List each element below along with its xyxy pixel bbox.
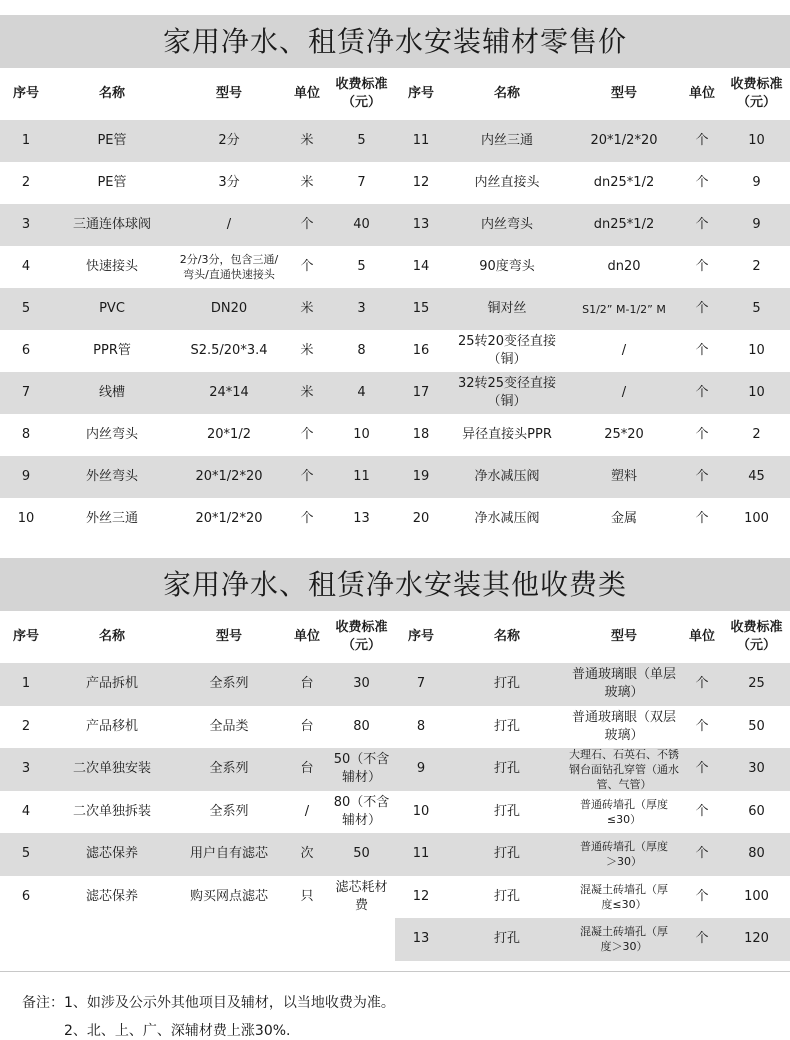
table-row [395, 663, 790, 706]
cell-price: 5 [752, 301, 761, 316]
cell-price: 3 [357, 301, 366, 316]
cell-name: 产品移机 [85, 718, 138, 734]
cell-price: 13 [353, 511, 370, 526]
table-row [0, 330, 395, 372]
cell-price: 5 [357, 133, 366, 148]
cell-name: 打孔 [493, 931, 520, 947]
cell-model: / [621, 385, 627, 400]
header-index: 序号 [12, 629, 39, 644]
cell-index: 12 [412, 175, 430, 190]
cell-unit: 个 [695, 385, 709, 400]
cell-price: 10 [353, 427, 370, 442]
cell-name: 净水减压阀 [474, 511, 540, 526]
cell-model: 大理石、石英石、不锈 钢台面钻孔穿管（通水 管、气管） [569, 747, 679, 791]
cell-price: 45 [748, 469, 765, 484]
table-row [395, 876, 790, 919]
cell-price: 40 [353, 217, 370, 232]
table-row [0, 498, 395, 540]
cell-name: 二次单独安装 [72, 761, 151, 777]
cell-unit: 个 [695, 427, 709, 442]
cell-index: 3 [21, 217, 31, 232]
cell-price: 2 [752, 427, 761, 442]
remark-line-1: 备注：1、如涉及公示外其他项目及辅材，以当地收费为准。 [22, 995, 395, 1011]
cell-index: 11 [412, 133, 430, 148]
cell-model: 20*1/2 [207, 427, 251, 442]
cell-index: 17 [412, 385, 430, 400]
cell-unit: 个 [695, 931, 709, 947]
cell-model: 全系列 [209, 676, 249, 692]
cell-index: 13 [412, 217, 430, 232]
cell-model: 2分 [218, 133, 240, 148]
cell-name: 外丝三通 [85, 511, 138, 526]
table-row [0, 748, 395, 791]
header-name: 名称 [98, 86, 125, 101]
cell-unit: 米 [300, 343, 314, 358]
cell-name: 90度弯头 [479, 259, 535, 274]
header-model: 型号 [215, 629, 242, 644]
header-unit: 单位 [688, 86, 715, 101]
cell-price: 9 [752, 217, 761, 232]
cell-name: 打孔 [493, 676, 520, 692]
header-name: 名称 [493, 86, 520, 101]
cell-unit: 个 [300, 217, 314, 232]
cell-unit: 个 [695, 301, 709, 316]
cell-index: 13 [412, 931, 430, 947]
table-row [395, 833, 790, 876]
table-row [0, 833, 395, 876]
cell-price: 10 [748, 133, 765, 148]
cell-name: PPR管 [93, 343, 131, 358]
cell-model: DN20 [210, 301, 248, 316]
header-price: 收费标准 （元） [730, 620, 783, 653]
cell-name: 净水减压阀 [474, 469, 540, 484]
cell-price: 10 [748, 385, 765, 400]
cell-model: 金属 [610, 511, 637, 526]
remarks [0, 971, 790, 1039]
cell-model: 混凝土砖墙孔（厚 度≤30） [580, 882, 668, 911]
cell-name: 线槽 [98, 385, 125, 400]
table-row [395, 456, 790, 498]
cell-index: 5 [21, 301, 31, 316]
cell-price: 滤芯耗材 费 [335, 879, 388, 913]
table-section-fees [0, 558, 790, 961]
cell-unit: 个 [300, 511, 314, 526]
table-row [0, 246, 395, 288]
cell-unit: 米 [300, 175, 314, 190]
cell-unit: 个 [695, 718, 709, 734]
cell-index: 2 [21, 175, 31, 190]
header-model: 型号 [610, 629, 637, 644]
cell-unit: 个 [695, 259, 709, 274]
cell-name: PVC [99, 301, 125, 316]
cell-unit: 个 [695, 888, 709, 904]
cell-model: 塑料 [610, 469, 637, 484]
cell-name: 25转20变径直接 （铜） [457, 334, 557, 367]
cell-index: 12 [412, 888, 430, 904]
cell-price: 11 [353, 469, 370, 484]
cell-unit: 台 [300, 676, 314, 692]
cell-model: 普通砖墙孔（厚度 ≤30） [580, 797, 668, 826]
header-name: 名称 [493, 629, 520, 644]
cell-name: 内丝弯头 [85, 427, 138, 442]
cell-model: S2.5/20*3.4 [190, 343, 268, 358]
cell-index: 15 [412, 301, 430, 316]
cell-model: 用户自有滤芯 [189, 846, 268, 862]
table-row [395, 372, 790, 414]
cell-name: 内丝直接头 [474, 175, 540, 190]
cell-model: 全系列 [209, 761, 249, 777]
cell-name: 快速接头 [85, 259, 138, 274]
cell-price: 2 [752, 259, 761, 274]
cell-price: 80 [353, 718, 370, 734]
table-row [395, 246, 790, 288]
cell-unit: 次 [300, 846, 314, 862]
cell-index: 7 [21, 385, 31, 400]
section-title: 家用净水、租赁净水安装其他收费类 [0, 558, 790, 611]
cell-price: 50（不含 辅材） [333, 752, 390, 786]
cell-name: 打孔 [493, 803, 520, 819]
cell-model: 混凝土砖墙孔（厚 度＞30） [580, 925, 668, 954]
cell-index: 6 [21, 888, 31, 904]
table-row [395, 204, 790, 246]
cell-price: 9 [752, 175, 761, 190]
cell-name: 打孔 [493, 761, 520, 777]
table-row [395, 162, 790, 204]
cell-name: 32转25变径直接 （铜） [457, 376, 557, 409]
header-unit: 单位 [293, 629, 320, 644]
cell-name: 三通连体球阀 [72, 217, 151, 232]
cell-model: 3分 [218, 175, 240, 190]
cell-model: 20*1/2*20 [195, 511, 263, 526]
cell-price: 30 [353, 676, 370, 692]
cell-price: 5 [357, 259, 366, 274]
cell-model: 25*20 [604, 427, 644, 442]
cell-index: 8 [21, 427, 31, 442]
header-index: 序号 [407, 629, 434, 644]
cell-model: 普通玻璃眼（单层 玻璃） [571, 667, 676, 701]
table-row [0, 456, 395, 498]
cell-unit: 个 [695, 676, 709, 692]
cell-model: dn20 [607, 259, 641, 274]
cell-price: 7 [357, 175, 366, 190]
cell-model: 普通砖墙孔（厚度 ＞30） [580, 840, 668, 869]
cell-price: 4 [357, 385, 366, 400]
table-row [395, 288, 790, 330]
cell-model: 20*1/2*20 [195, 469, 263, 484]
cell-index: 2 [21, 718, 31, 734]
cell-index: 19 [412, 469, 430, 484]
table-row [0, 120, 395, 162]
cell-unit: 台 [300, 761, 314, 777]
cell-name: 打孔 [493, 718, 520, 734]
table-row [0, 414, 395, 456]
cell-name: 内丝弯头 [480, 217, 533, 232]
cell-index: 1 [21, 133, 31, 148]
cell-price: 8 [357, 343, 366, 358]
cell-unit: 米 [300, 385, 314, 400]
cell-index: 10 [17, 511, 35, 526]
cell-price: 10 [748, 343, 765, 358]
cell-name: 滤芯保养 [85, 846, 138, 862]
cell-model: S1/2” M-1/2” M [582, 302, 666, 316]
table-row [395, 330, 790, 372]
cell-unit: 个 [695, 217, 709, 232]
table-header [0, 611, 790, 663]
cell-unit: 个 [695, 469, 709, 484]
table-section-materials [0, 15, 790, 540]
cell-model: 全品类 [209, 718, 249, 734]
cell-index: 3 [21, 761, 31, 777]
cell-model: dn25*1/2 [593, 217, 655, 232]
header-name: 名称 [98, 629, 125, 644]
cell-price: 25 [748, 676, 765, 692]
cell-unit: 个 [695, 175, 709, 190]
table-row [0, 204, 395, 246]
cell-price: 50 [353, 846, 370, 862]
cell-unit: 个 [300, 427, 314, 442]
cell-index: 5 [21, 846, 31, 862]
cell-model: / [621, 343, 627, 358]
cell-price: 80 [748, 846, 765, 862]
cell-index: 4 [21, 803, 31, 819]
cell-price: 100 [744, 511, 769, 526]
cell-price: 120 [744, 931, 769, 947]
cell-price: 60 [748, 803, 765, 819]
cell-name: 打孔 [493, 846, 520, 862]
table-header [0, 68, 790, 120]
cell-unit: 米 [300, 301, 314, 316]
cell-unit: 个 [695, 846, 709, 862]
cell-unit: 米 [300, 133, 314, 148]
cell-name: 产品拆机 [85, 676, 138, 692]
cell-name: PE管 [97, 133, 127, 148]
cell-unit: 个 [695, 511, 709, 526]
header-unit: 单位 [293, 86, 320, 101]
cell-name: 异径直接头PPR [462, 427, 552, 442]
table-row [0, 372, 395, 414]
cell-index: 7 [416, 676, 426, 692]
section-title: 家用净水、租赁净水安装辅材零售价 [0, 15, 790, 68]
cell-name: 二次单独拆装 [72, 803, 151, 819]
table-body [0, 120, 790, 540]
cell-unit: 个 [695, 761, 709, 777]
table-row [0, 791, 395, 834]
header-index: 序号 [12, 86, 39, 101]
table-row [0, 663, 395, 706]
cell-price: 100 [744, 888, 769, 904]
cell-unit: 个 [695, 803, 709, 819]
table-row [0, 162, 395, 204]
cell-model: dn25*1/2 [593, 175, 655, 190]
cell-price: 80（不含 辅材） [333, 794, 390, 828]
table-row [395, 918, 790, 961]
header-model: 型号 [215, 86, 242, 101]
cell-price: 30 [748, 761, 765, 777]
cell-name: 外丝弯头 [85, 469, 138, 484]
cell-unit: 个 [695, 133, 709, 148]
cell-name: 铜对丝 [487, 301, 527, 316]
header-model: 型号 [610, 86, 637, 101]
cell-model: / [226, 217, 232, 232]
cell-index: 10 [412, 803, 430, 819]
cell-model: 全系列 [209, 803, 249, 819]
cell-model: 24*14 [209, 385, 249, 400]
header-index: 序号 [407, 86, 434, 101]
header-price: 收费标准 （元） [335, 77, 388, 110]
cell-model: 2分/3分，包含三通/ 弯头/直通快速接头 [179, 253, 279, 281]
cell-unit: 个 [300, 259, 314, 274]
cell-index: 16 [412, 343, 430, 358]
table-row [0, 288, 395, 330]
cell-index: 20 [412, 511, 430, 526]
cell-name: PE管 [97, 175, 127, 190]
remark-line-2: 2、北、上、广、深辅材费上涨30%. [64, 1023, 291, 1039]
header-price: 收费标准 （元） [335, 620, 388, 653]
cell-index: 8 [416, 718, 426, 734]
cell-name: 内丝三通 [480, 133, 533, 148]
cell-unit: 台 [300, 718, 314, 734]
cell-index: 11 [412, 846, 430, 862]
cell-model: 普通玻璃眼（双层 玻璃） [571, 709, 676, 743]
cell-price: 50 [748, 718, 765, 734]
cell-unit: 个 [300, 469, 314, 484]
table-row [395, 706, 790, 749]
header-price: 收费标准 （元） [730, 77, 783, 110]
cell-unit: 个 [695, 343, 709, 358]
cell-index: 9 [416, 761, 426, 777]
header-unit: 单位 [688, 629, 715, 644]
cell-index: 1 [21, 676, 31, 692]
cell-name: 滤芯保养 [85, 888, 138, 904]
table-row [0, 876, 395, 919]
table-row [395, 414, 790, 456]
table-row [395, 498, 790, 540]
table-row [395, 791, 790, 834]
table-row [395, 748, 790, 791]
cell-index: 18 [412, 427, 430, 442]
table-body [0, 663, 790, 961]
cell-index: 9 [21, 469, 31, 484]
cell-index: 4 [21, 259, 31, 274]
cell-index: 14 [412, 259, 430, 274]
cell-model: 购买网点滤芯 [189, 888, 268, 904]
table-row [0, 706, 395, 749]
cell-model: 20*1/2*20 [590, 133, 658, 148]
cell-unit: / [304, 803, 310, 819]
table-row [395, 120, 790, 162]
cell-unit: 只 [300, 888, 314, 904]
cell-index: 6 [21, 343, 31, 358]
cell-name: 打孔 [493, 888, 520, 904]
